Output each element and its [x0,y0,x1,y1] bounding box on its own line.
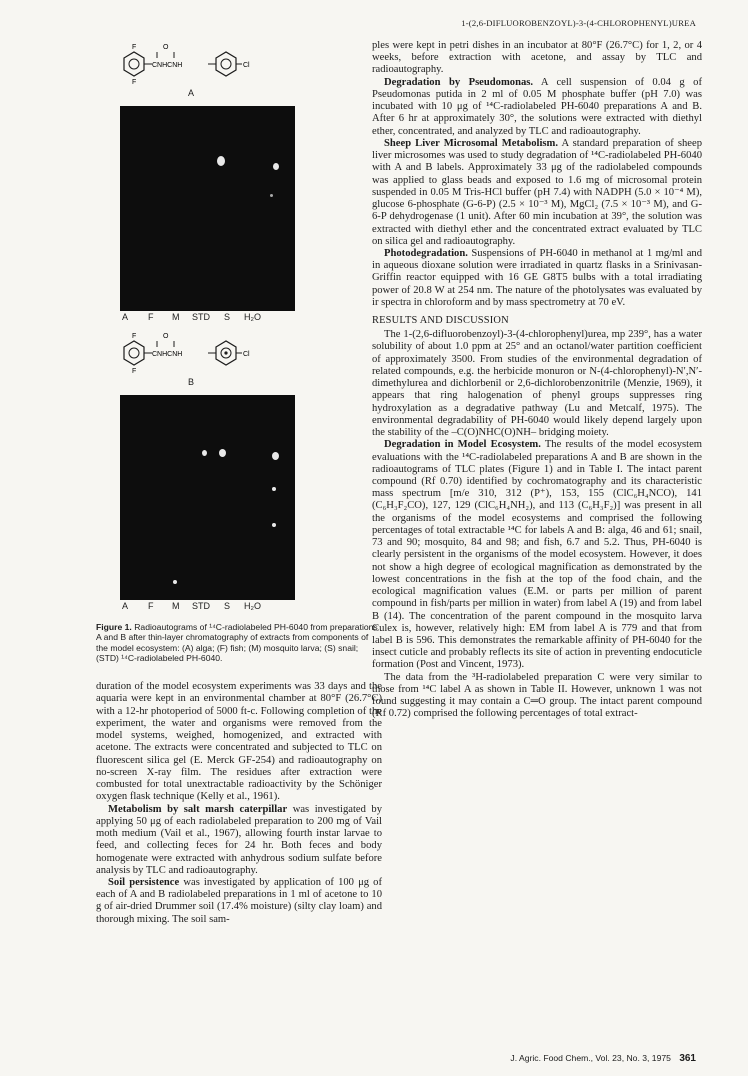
left-column [96,40,382,926]
caption-text: Radioautograms of ¹⁴C-radiolabeled PH-6040 from preparations A and B after thin-layer chromatography of extracts from components of the model ecosystem: (A) alga; (F) fish; (M) mosquito larva; (S) snail; (STD) ¹⁴C-radiolabeled PH-6040. [96,622,378,663]
plate-b-spot-3 [272,487,276,491]
lane-label: STD [192,601,210,611]
running-head: 1-(2,6-DIFLUOROBENZOYL)-3-(4-CHLOROPHENYL)UREA [461,18,696,28]
section-heading: RESULTS AND DISCUSSION [372,315,509,327]
fluorine-label-top: F [132,333,137,340]
urea-link-label: CNHCNH [152,62,183,69]
right-paragraph: Degradation in Model Ecosystem. The results of the model ecosystem evaluations with the ¹⁴C-radiolabeled preparations A and B are shown in the radioautograms of TLC plates (Figure 1) and in Table I. The intact parent compound (Rf 0.70) identified by cochromatography and its characteristic mass spectrum [m/e 310, 312 (P⁺), 153, 155 (ClC₆H₄NCO), 141 (C₆H₃F₂CO), 127, 129 (ClC₆H₄NH₂), and 113 (C₆H₃F₂)] was present in all the organisms of the model ecosystems and comprised the following percentages of total extractable ¹⁴C for labels A and B: alga, 46 and 61; snail, 73 and 90; mosquito, 84 and 98; and fish, 6.7 and 5.2. Thus, PH-6040 is clearly persistent in the organisms of the model ecosystem. However, it does not show a high degree of ecological magnification as demonstrated by the lowest concentrations in the fish at the top of the food chain, and the ecological magnification values (E.M. or parts per million of parent compound in fish/parts per million in water) from label A (19) and from label B (14). The concentration of the parent compound in the mosquito larva Culex is, however, relatively high: EM from label A is 779 and that from label B is 596. This demonstrates the remarkable affinity of PH-6040 for the insect cuticle and probably reflects its site of action in preventing endocuticle formation (Post and Vincent, 1973). [372,439,703,671]
left-paragraph: Soil persistence was investigated by application of 100 μg of each of A and B radiolabeled preparations in 1 ml of acetone to 10 g of air-dried Drummer soil (17.4% moisture) (silty clay loam) and thorough mixing. The soil sam- [96,877,383,925]
lane-label: A [122,601,129,611]
page-footer [510,1053,696,1064]
lane-label: M [172,601,180,611]
chlorine-label: Cl [243,351,250,358]
structure-b-drawing [112,329,282,377]
radioautogram-a [120,106,295,311]
chlorine-label: Cl [243,62,250,69]
figure-caption [96,622,382,663]
radioautogram-b [120,395,295,600]
plate-b-spot-1 [202,450,207,456]
structure-b [96,329,382,391]
right-paragraph: The data from the ³H-radiolabeled preparation C were very similar to those from ¹⁴C label A as shown in Table II. However, unknown 1 was not found suggesting it may contain a C═O group. The intact parent compound (Rf 0.72) comprised the following percentages of total extract- [372,671,702,720]
structure-a-drawing [112,40,282,88]
lane-label: H₂O [244,312,261,322]
plate-b-spot-4 [272,523,276,527]
structure-a-label: A [187,88,194,98]
lane-labels-b [120,600,382,614]
structure-a [96,40,382,102]
journal-citation: J. Agric. Food Chem., Vol. 23, No. 3, 1975 [510,1053,671,1063]
carbonyl-o-label: O [163,44,169,51]
lane-label: STD [192,312,210,322]
right-paragraph: Photodegradation. Suspensions of PH-6040 in methanol at 1 mg/ml and in aqueous dioxane solution were irradiated in quartz flasks in a Srinivasan-Griffin reactor equipped with 16 GE G8T5 bulbs with a total irradiating power of 20.8 W at 254 nm. The nature of the photolysates was evaluated by ir spectra in chloroform and by mass spectrometry at 70 eV. [372,247,702,308]
fluorine-label-bottom: F [132,79,137,86]
page-number: 361 [679,1053,696,1064]
lane-label: S [224,312,231,322]
plate-a-spot-std [273,163,279,170]
plate-a-spot-faint [270,194,273,197]
lane-label: A [122,312,129,322]
right-column [372,40,702,721]
plate-b-spot-5 [173,580,177,584]
right-paragraph: The 1-(2,6-difluorobenzoyl)-3-(4-chlorophenyl)urea, mp 239°, has a water solubility of about 1.0 ppm at 25° and an octanol/water partition coefficient of approximately 3500. From studies of the environmental degradation of related compounds, e.g. the herbicide monuron or N-(4-chlorophenyl)-N′,N′-dimethylurea and dichlorbenil or 2,6-dichlorobenzonitrile (Menzie, 1969), it appears that ring halogenation of phenyl groups suppresses ring hydroxylation as a degradative pathway (Lu and Metcalf, 1975). The environmental degradability of PH-6040 would likely depend largely upon the stability of the –C(O)NHC(O)NH– bridging moiety. [372,329,702,439]
plate-b-spot-2 [219,449,226,457]
lane-label: S [224,601,231,611]
right-paragraph: ples were kept in petri dishes in an incubator at 80°F (26.7°C) for 1, 2, or 4 weeks, before extraction with acetone, and assay by TLC and radioautography. [372,40,702,76]
carbonyl-o-label: O [163,333,169,340]
lane-label: F [148,312,154,322]
fluorine-label-top: F [132,44,137,51]
plate-a-spot-alga [217,156,225,166]
right-paragraph: Sheep Liver Microsomal Metabolism. A standard preparation of sheep liver microsomes was used to study degradation of ¹⁴C-radiolabeled PH-6040 with A and B labels. Approximately 33 μg of the radiolabeled compounds was applied to glass beads and exposed to 1.6 mg of microsomal protein suspended in 0.05 M Tris-HCl buffer (pH 7.4) with NADPH (5.0 × 10⁻⁴ M), glucose 6-phosphate (G-6-P) (2.5 × 10⁻³ M), MgCl₂ (7.5 × 10⁻³ M), and G-6-P dehydrogenase (1 unit). After 60 min incubation at 39°, the solution was extracted with diethyl ether and the concentrated extract evaluated by TLC on silica gel and radioautography. [372,137,702,247]
lane-label: H₂O [244,601,261,611]
left-paragraph: Metabolism by salt marsh caterpillar was investigated by applying 50 μg of each radiolabeled preparation to 200 mg of Vail moth medium (Vail et al., 1967), allowing fourth instar larvae to feed, and collecting feces for 24 hr. Both feces and body homogenate were extracted with anhydrous sodium sulfate before analysis by TLC and radioautography. [96,803,382,876]
structure-b-label: B [187,377,194,387]
caption-label: Figure 1. [96,622,132,632]
lane-label: M [172,312,180,322]
left-paragraph: duration of the model ecosystem experiments was 33 days and the aquaria were kept in an environmental chamber at 80°F (26.7°C) with a 12-hr photoperiod of 5000 ft-c. Following completion of the experiment, the water and organisms were removed from the model systems, weighed, homogenized, and extracted with acetone. The extracts were concentrated and subjected to TLC on fluorescent silica gel (E. Merck GF-254) and radioautography on no-screen X-ray film. The residues after extraction were combusted for total unextractable radioactivity by the Schöniger oxygen flask technique (Kelly et al., 1961). [96,681,382,803]
plate-b-spot-std [272,452,279,460]
right-paragraph: Degradation by Pseudomonas. A cell suspension of 0.04 g of Pseudomonas putida in 2 ml of 0.05 M phosphate buffer (pH 7.0) was incubated with 10 μg of ¹⁴C-radiolabeled PH-6040 preparations A and B. After 6 hr at approximately 30°, the solutions were extracted with diethyl ether, concentrated, and analyzed by TLC and radioautography. [372,76,702,137]
fluorine-label-bottom: F [132,368,137,375]
lane-labels-a [120,311,382,325]
lane-label: F [148,601,154,611]
urea-link-label: CNHCNH [152,351,183,358]
